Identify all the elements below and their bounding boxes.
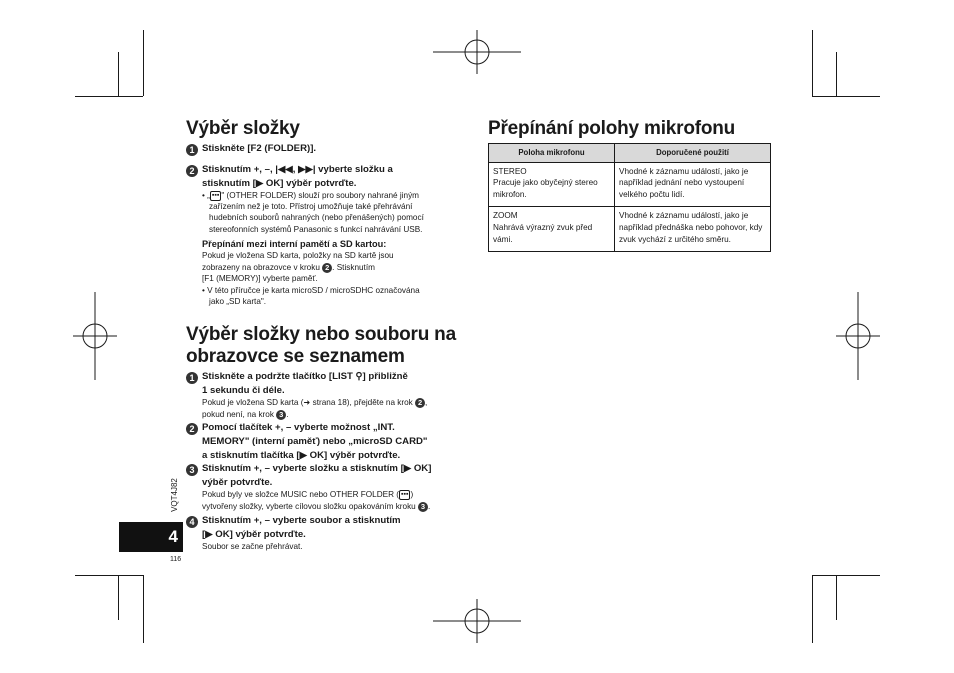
- text-fragment: vytvořeny složky, vyberte cílovou složku opakováním kroku: [202, 502, 418, 511]
- text-fragment: zobrazeny na obrazovce v kroku: [202, 263, 323, 272]
- note-bullet-prefix: • „: [202, 191, 210, 200]
- page-number: 116: [170, 556, 182, 563]
- list-step-1-note: [202, 409, 288, 421]
- section-title-mic-position: Přepínání polohy mikrofonu: [488, 118, 736, 139]
- step-number-badge: 2: [186, 165, 198, 177]
- page-tab: 4: [119, 522, 183, 552]
- memory-switch-line: [F1 (MEMORY)] vyberte paměť.: [202, 274, 318, 283]
- list-step-3-line1: Stisknutím +, – vyberte složku a stisknutím [▶ OK]: [202, 463, 432, 474]
- note-text: " (OTHER FOLDER) slouží pro soubory nahrané jiným: [221, 191, 419, 200]
- list-step-1-line1: Stiskněte a podržte tlačítko [LIST ⚲] přibližně: [202, 371, 408, 382]
- note-line: stereofonních systémů Panasonic s funkcí nahrávání USB.: [209, 225, 423, 234]
- text-fragment: ,: [425, 398, 428, 407]
- list-step-3-line2: výběr potvrďte.: [202, 477, 273, 488]
- table-cell: ZOOM Nahrává výrazný zvuk před vámi.: [489, 207, 615, 252]
- column-header: Doporučené použití: [615, 144, 771, 163]
- subheading-memory-switch: Přepínání mezi interní pamětí a SD kartou:: [202, 239, 387, 249]
- table-cell: Vhodné k záznamu událostí, jako je například přednáška nebo pohovor, kdy zvuk vychází z určitého směru.: [615, 207, 771, 252]
- list-step-2-line1: Pomocí tlačítek +, – vyberte možnost „INT.: [202, 422, 395, 433]
- step-ref-badge: 2: [415, 398, 425, 408]
- list-step-1-note: [202, 397, 427, 409]
- text-fragment: pokud není, na krok: [202, 410, 277, 419]
- table-cell: STEREO Pracuje jako obyčejný stereo mikrofon.: [489, 162, 615, 207]
- table-cell: Vhodné k záznamu událostí, jako je například jednání nebo vystoupení velkého počtu lidí.: [615, 162, 771, 207]
- list-step-4-line1: Stisknutím +, – vyberte soubor a stisknutím: [202, 515, 401, 526]
- memory-switch-line: • V této příručce je karta microSD / microSDHC označována: [202, 286, 420, 295]
- section-title-list-select-line2: obrazovce se seznamem: [186, 346, 405, 367]
- text-fragment: .: [428, 502, 431, 511]
- text-fragment: Pokud byly ve složce MUSIC nebo OTHER FOLDER (: [202, 490, 400, 499]
- section-title-list-select: Výběr složky nebo souboru na: [186, 324, 456, 345]
- list-step-3-note: [202, 501, 430, 513]
- memory-switch-line: Pokud je vložena SD karta, položky na SD kartě jsou: [202, 251, 394, 260]
- model-code: VQT4J82: [170, 478, 179, 512]
- table-row: [489, 162, 771, 207]
- text-fragment: .: [286, 410, 289, 419]
- step-number-badge: 1: [186, 144, 198, 156]
- text-fragment: . Stisknutím: [332, 263, 375, 272]
- list-step-2-line2: MEMORY" (interní paměť) nebo „microSD CARD": [202, 436, 428, 447]
- step-2-line2: stisknutím [▶ OK] výběr potvrďte.: [202, 178, 357, 189]
- text-fragment: ): [410, 490, 414, 499]
- list-step-3-note: [202, 489, 413, 501]
- step-number-badge: 1: [186, 372, 198, 384]
- step-ref-badge: 2: [322, 263, 332, 273]
- note-other-folder: [202, 190, 419, 202]
- step-number-badge: 4: [186, 516, 198, 528]
- step-number-badge: 3: [186, 464, 198, 476]
- column-header: Poloha mikrofonu: [489, 144, 615, 163]
- list-step-2-line3: a stisknutím tlačítka [▶ OK] výběr potvrďte.: [202, 450, 401, 461]
- step-ref-badge: 3: [276, 410, 286, 420]
- note-line: hudebních souborů nahraných (nebo přenášených) pomocí: [209, 213, 424, 222]
- list-step-1-line2: 1 sekundu či déle.: [202, 385, 285, 396]
- memory-switch-line: jako „SD karta".: [209, 297, 267, 306]
- step-ref-badge: 3: [418, 502, 428, 512]
- model-code-container: [165, 476, 185, 520]
- list-step-4-note: Soubor se začne přehrávat.: [202, 542, 303, 551]
- step-1-text: Stiskněte [F2 (FOLDER)].: [202, 143, 317, 154]
- other-folder-icon: ▪▪▪: [211, 191, 220, 199]
- memory-switch-line: [202, 262, 375, 274]
- section-title-folder-select: Výběr složky: [186, 118, 300, 139]
- text-fragment: Pokud je vložena SD karta (➜ strana 18), přejděte na krok: [202, 398, 416, 407]
- table-header-row: [489, 144, 771, 163]
- table-row: [489, 207, 771, 252]
- note-line: zařízením než je toto. Přístroj umožňuje také přehrávání: [209, 202, 413, 211]
- other-folder-icon: ▪▪▪: [401, 490, 409, 498]
- mic-position-table: [488, 143, 771, 252]
- step-number-badge: 2: [186, 423, 198, 435]
- list-step-4-line2: [▶ OK] výběr potvrďte.: [202, 529, 306, 540]
- step-2-line1: Stisknutím +, –, |◀◀, ▶▶| vyberte složku a: [202, 164, 393, 175]
